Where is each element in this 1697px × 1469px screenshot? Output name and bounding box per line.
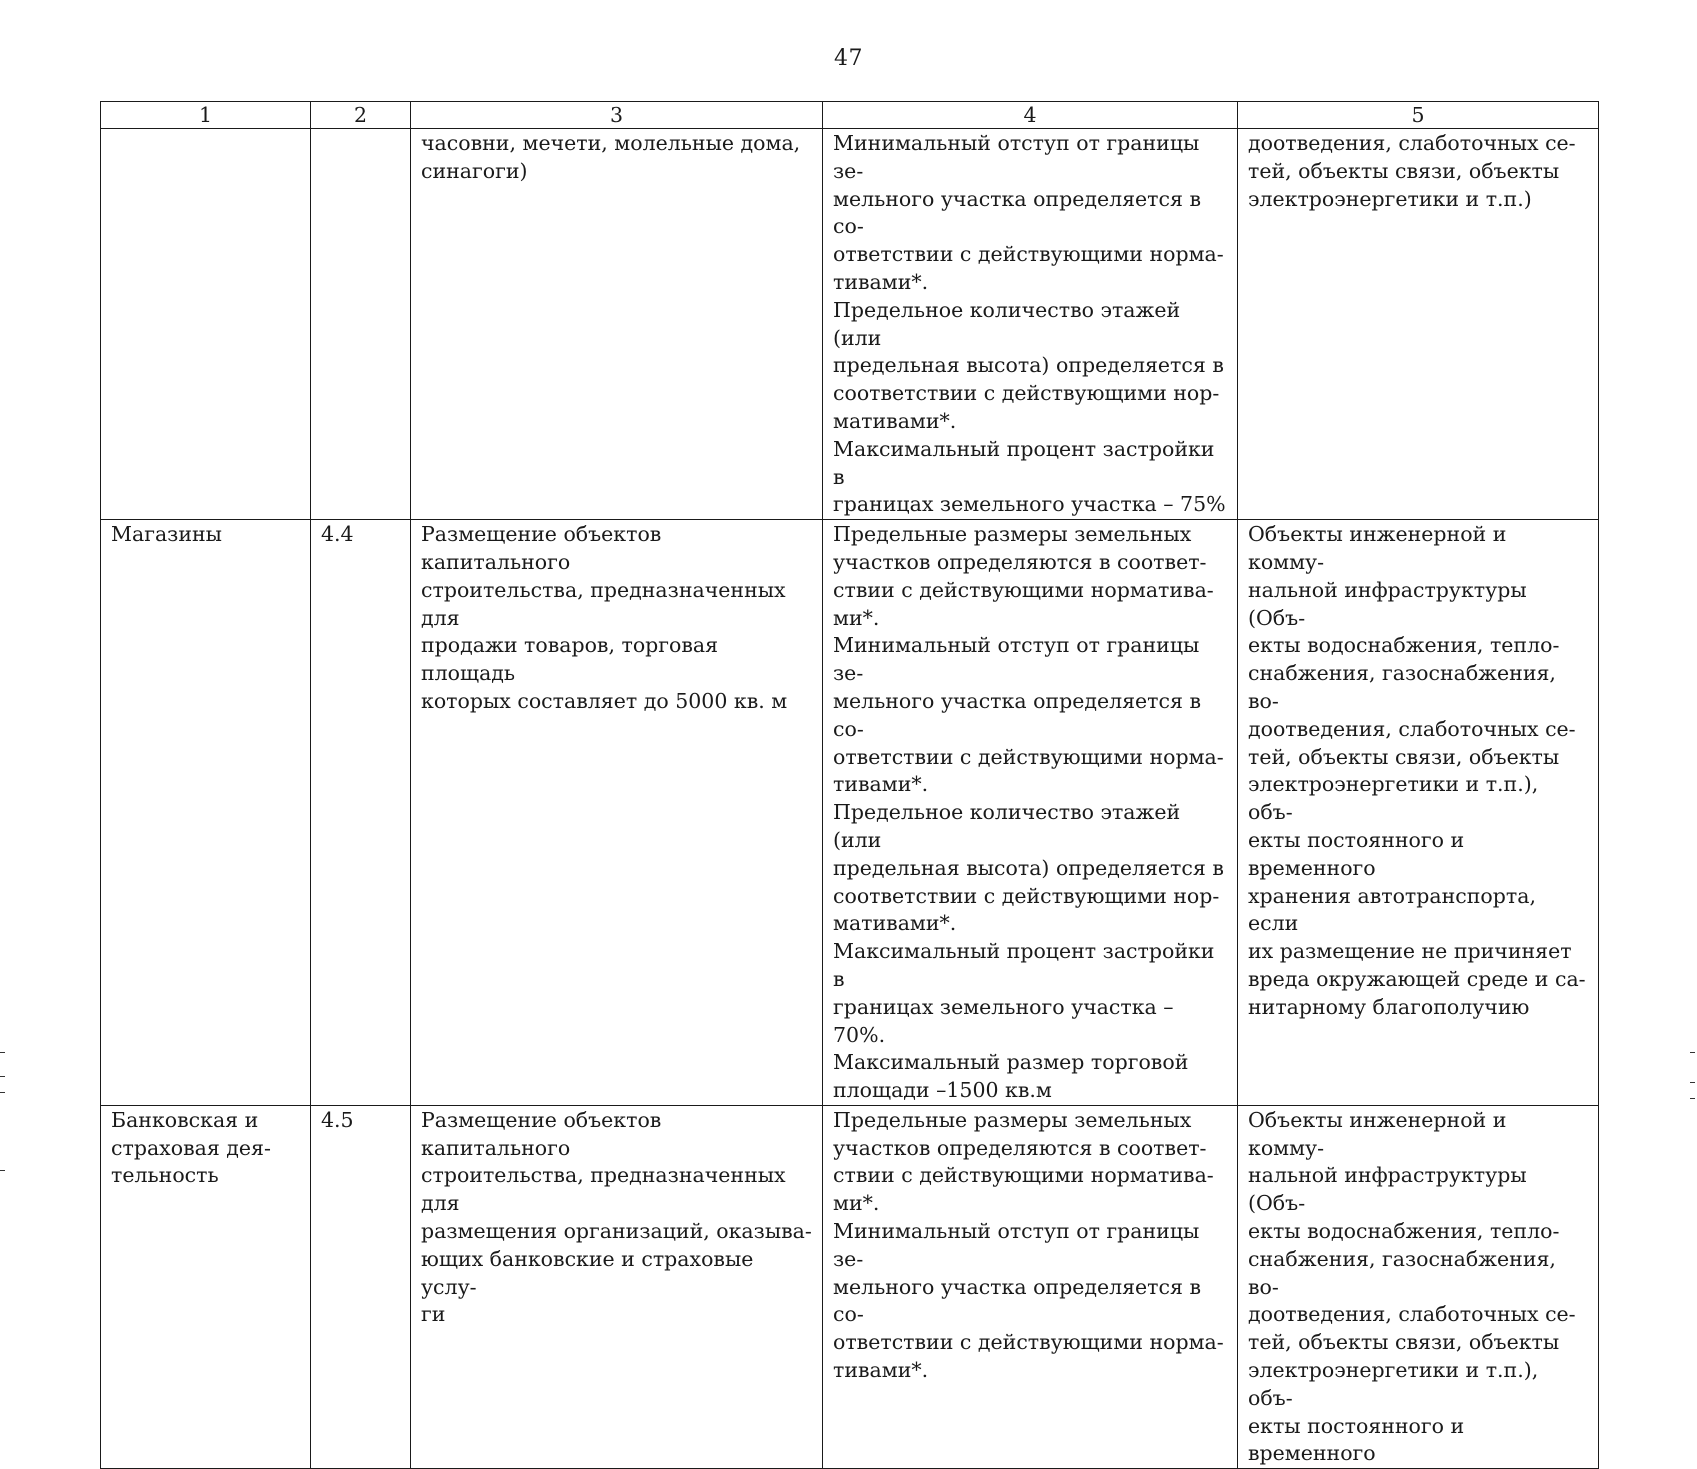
cell-use-description: Размещение объектов капитального строительства, предназначенных для размещения организаций, оказыва- ющих банковские и страховые услу- ги (411, 1105, 823, 1468)
table-header-row (101, 102, 1599, 129)
scan-edge-mark (0, 1170, 5, 1171)
scan-edge-mark (1690, 1098, 1695, 1099)
column-header-5: 5 (1238, 102, 1599, 129)
table-row (101, 1105, 1599, 1468)
cell-auxiliary-uses: доотведения, слаботочных се- тей, объекты связи, объекты электроэнергетики и т.п.) (1238, 129, 1599, 520)
cell-use-code: 4.4 (311, 520, 411, 1106)
scan-edge-mark (1690, 1082, 1695, 1083)
cell-parameters: Минимальный отступ от границы зе- мельного участка определяется в со- ответствии с действующими норма- тивами*. Предельное количество этажей (или предельная высота) определяется в соответствии с действующими нор- мативами*. Максимальный процент застройки в границах земельного участка – 75% (823, 129, 1238, 520)
cell-auxiliary-uses: Объекты инженерной и комму- нальной инфраструктуры (Объ- екты водоснабжения, тепло- снабжения, газоснабжения, во- доотведения, слаботочных се- тей, объекты связи, объекты электроэнергетики и т.п.), объ- екты постоянного и временного (1238, 1105, 1599, 1468)
page-number: 47 (834, 46, 863, 71)
cell-auxiliary-uses: Объекты инженерной и комму- нальной инфраструктуры (Объ- екты водоснабжения, тепло- снабжения, газоснабжения, во- доотведения, слаботочных се- тей, объекты связи, объекты электроэнергетики и т.п.), объ- екты постоянного и временного хранения автотранспорта, если их размещение не причиняет вреда окружающей среде и са- нитарному благополучию (1238, 520, 1599, 1106)
regulations-table (100, 101, 1599, 1469)
scan-edge-mark (1690, 1052, 1695, 1053)
scan-edge-mark (0, 1076, 5, 1077)
column-header-4: 4 (823, 102, 1238, 129)
table-row (101, 129, 1599, 520)
table-row (101, 520, 1599, 1106)
cell-use-description: Размещение объектов капитального строительства, предназначенных для продажи товаров, торговая площадь которых составляет до 5000 кв. м (411, 520, 823, 1106)
cell-parameters: Предельные размеры земельных участков определяются в соответ- ствии с действующими норматива- ми*. Минимальный отступ от границы зе- мельного участка определяется в со- ответствии с действующими норма- тивами*. Предельное количество этажей (или предельная высота) определяется в соответствии с действующими нор- мативами*. Максимальный процент застройки в границах земельного участка – 70%. Максимальный размер торговой площади –1500 кв.м (823, 520, 1238, 1106)
scan-edge-mark (0, 1052, 5, 1053)
cell-use-description: часовни, мечети, молельные дома, синагоги) (411, 129, 823, 520)
column-header-2: 2 (311, 102, 411, 129)
column-header-3: 3 (411, 102, 823, 129)
column-header-1: 1 (101, 102, 311, 129)
scan-edge-mark (0, 1092, 5, 1093)
cell-use-code (311, 129, 411, 520)
cell-use-name (101, 129, 311, 520)
cell-use-name: Магазины (101, 520, 311, 1106)
cell-parameters: Предельные размеры земельных участков определяются в соответ- ствии с действующими норматива- ми*. Минимальный отступ от границы зе- мельного участка определяется в со- ответствии с действующими норма- тивами*. (823, 1105, 1238, 1468)
cell-use-name: Банковская и страховая дея- тельность (101, 1105, 311, 1468)
cell-use-code: 4.5 (311, 1105, 411, 1468)
